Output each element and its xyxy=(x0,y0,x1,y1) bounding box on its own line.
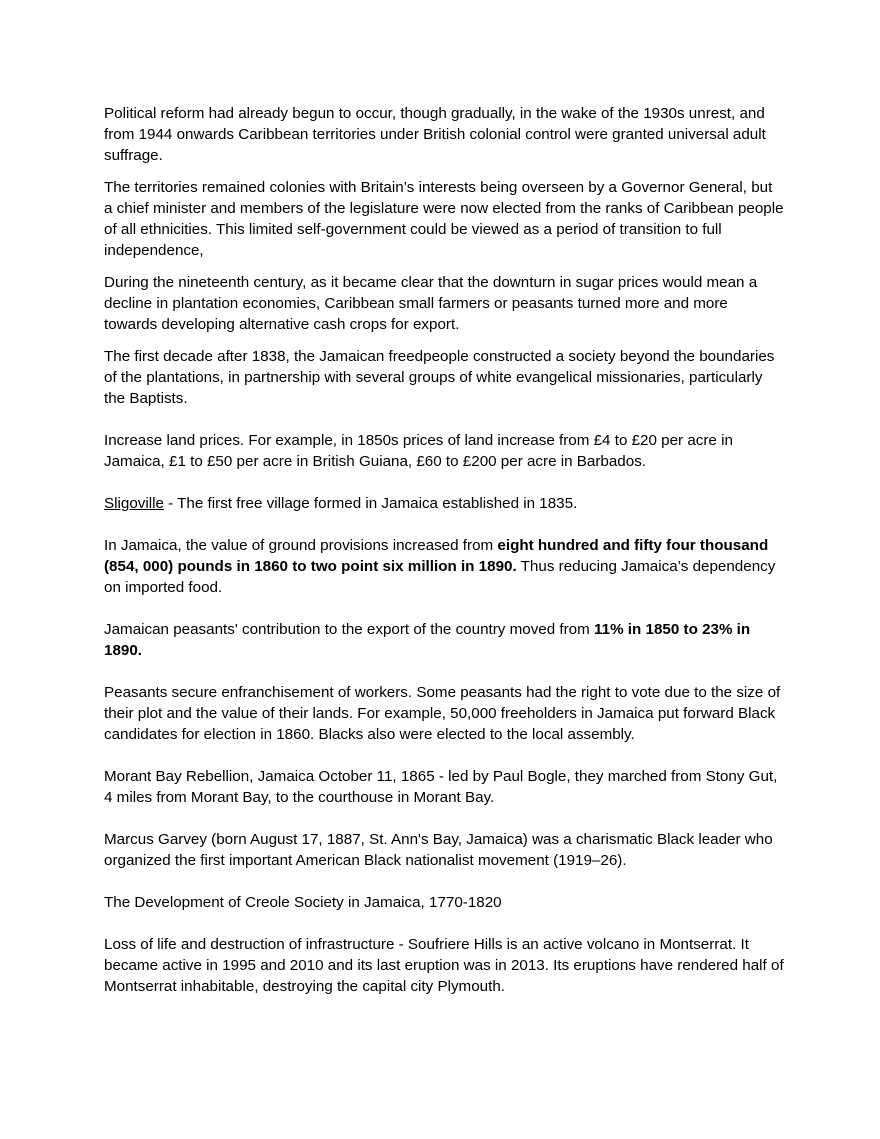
paragraph-peasant-exports xyxy=(104,619,784,661)
paragraph-land-prices: Increase land prices. For example, in 1850s prices of land increase from £4 to £20 per acre in Jamaica, £1 to £50 per acre in British Guiana, £60 to £200 per acre in Barbados. xyxy=(104,432,733,470)
ground-provisions-text-end: Thus reducing Jamaica’s dependency on imported food. xyxy=(104,558,776,596)
sligoville-link[interactable]: Sligoville xyxy=(104,495,164,512)
peasant-exports-text: Jamaican peasants' contribution to the export of the country moved from xyxy=(104,621,595,638)
ground-provisions-text-start: In Jamaica, the value of ground provisions increased from xyxy=(104,537,498,554)
paragraph-creole-society: The Development of Creole Society in Jamaica, 1770-1820 xyxy=(104,894,502,911)
paragraph-political-reform: Political reform had already begun to occur, though gradually, in the wake of the 1930s unrest, and from 1944 onwards Caribbean territories under British colonial control were granted universal adult suffrage. xyxy=(104,105,766,164)
paragraph-sligoville xyxy=(104,493,784,514)
paragraph-ground-provisions xyxy=(104,535,784,598)
paragraph-soufriere-hills: Loss of life and destruction of infrastructure - Soufriere Hills is an active volcano in Montserrat. It became active in 1995 and 2010 and its last eruption was in 2013. Its eruptions have rendered half of Montserrat inhabitable, destroying the capital city Plymouth. xyxy=(104,936,784,995)
paragraph-territories-colonies: The territories remained colonies with Britain’s interests being overseen by a Governor General, but a chief minister and members of the legislature were now elected from the ranks of Caribbean people of all ethnicities. This limited self-government could be viewed as a period of transition to full independence, xyxy=(104,179,784,259)
peasant-exports-bold: 11% in 1850 to 23% in 1890. xyxy=(104,621,751,659)
sligoville-text: - The first free village formed in Jamaica established in 1835. xyxy=(163,495,578,512)
document-body xyxy=(104,103,784,997)
paragraph-marcus-garvey: Marcus Garvey (born August 17, 1887, St. Ann's Bay, Jamaica) was a charismatic Black leader who organized the first important American Black nationalist movement (1919–26). xyxy=(104,831,773,869)
paragraph-first-decade: The first decade after 1838, the Jamaican freedpeople constructed a society beyond the boundaries of the plantations, in partnership with several groups of white evangelical missionaries, particularly the Baptists. xyxy=(104,348,775,407)
paragraph-nineteenth-century: During the nineteenth century, as it became clear that the downturn in sugar prices would mean a decline in plantation economies, Caribbean small farmers or peasants turned more and more towards developing alternative cash crops for export. xyxy=(104,274,758,333)
paragraph-enfranchisement: Peasants secure enfranchisement of workers. Some peasants had the right to vote due to the size of their plot and the value of their lands. For example, 50,000 freeholders in Jamaica put forward Black candidates for election in 1860. Blacks also were elected to the local assembly. xyxy=(104,684,781,743)
ground-provisions-bold: eight hundred and fifty four thousand (854, 000) pounds in 1860 to two point six million in 1890. xyxy=(104,537,769,575)
paragraph-morant-bay: Morant Bay Rebellion, Jamaica October 11, 1865 - led by Paul Bogle, they marched from Stony Gut, 4 miles from Morant Bay, to the courthouse in Morant Bay. xyxy=(104,768,778,806)
